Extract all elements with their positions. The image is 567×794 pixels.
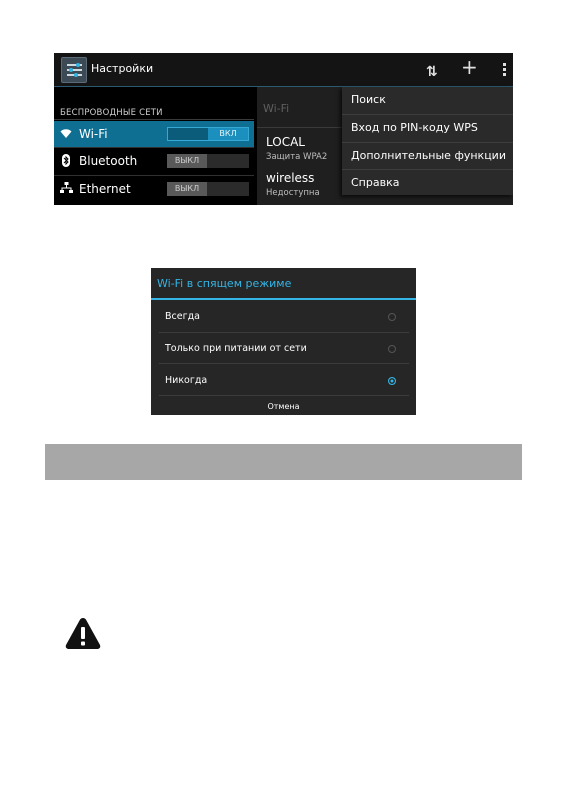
overflow-menu-icon[interactable] <box>503 63 507 78</box>
sync-icon[interactable]: ⇅ <box>426 64 438 80</box>
option-never[interactable] <box>151 364 416 396</box>
radio-button-selected[interactable] <box>388 377 396 385</box>
bluetooth-toggle[interactable] <box>167 154 249 168</box>
option-on-power[interactable] <box>151 332 416 364</box>
dialog-title: Wi-Fi в спящем режиме <box>157 277 292 290</box>
divider <box>159 395 409 396</box>
add-icon[interactable]: + <box>461 55 478 79</box>
menu-item-label: Поиск <box>351 93 386 106</box>
settings-row-wifi[interactable] <box>54 121 254 147</box>
ethernet-toggle[interactable] <box>167 182 249 196</box>
settings-row-bluetooth[interactable] <box>54 148 254 174</box>
sleep-policy-dialog <box>151 268 416 415</box>
pane-title: Wi-Fi <box>263 102 290 115</box>
menu-item-label: Дополнительные функции <box>351 149 506 162</box>
radio-button[interactable] <box>388 313 396 321</box>
network-status: Защита WPA2 <box>266 152 328 162</box>
network-status: Недоступна <box>266 188 320 198</box>
section-header: БЕСПРОВОДНЫЕ СЕТИ <box>60 108 163 118</box>
network-name[interactable]: wireless <box>266 171 315 185</box>
cancel-button[interactable]: Отмена <box>267 402 300 411</box>
ethernet-icon <box>60 182 72 196</box>
wifi-icon <box>60 127 72 141</box>
option-label: Никогда <box>165 375 208 386</box>
divider <box>54 119 254 120</box>
wifi-toggle[interactable] <box>167 127 249 141</box>
settings-list <box>54 87 254 205</box>
row-label: Ethernet <box>79 182 131 196</box>
menu-item-label: Вход по PIN-коду WPS <box>351 121 478 134</box>
toggle-state: ВЫКЛ <box>167 182 207 196</box>
action-bar <box>54 53 513 87</box>
menu-item-advanced[interactable] <box>342 143 513 170</box>
toggle-state: ВЫКЛ <box>167 154 207 168</box>
option-label: Только при питании от сети <box>165 343 307 354</box>
settings-app-icon[interactable] <box>61 57 87 83</box>
settings-row-ethernet[interactable] <box>54 176 254 202</box>
bluetooth-icon <box>60 154 72 168</box>
section-banner <box>45 444 522 480</box>
app-title: Настройки <box>91 62 154 75</box>
warning-icon <box>64 616 102 651</box>
option-always[interactable] <box>151 300 416 332</box>
row-label: Bluetooth <box>79 154 138 168</box>
network-name[interactable]: LOCAL <box>266 135 305 149</box>
overflow-menu <box>342 87 513 195</box>
menu-item-search[interactable] <box>342 87 513 114</box>
option-label: Всегда <box>165 311 200 322</box>
settings-screenshot <box>54 53 513 205</box>
row-label: Wi-Fi <box>79 127 108 141</box>
radio-button[interactable] <box>388 345 396 353</box>
menu-item-label: Справка <box>351 176 400 189</box>
menu-item-wps-pin[interactable] <box>342 115 513 142</box>
toggle-state: ВКЛ <box>208 128 248 140</box>
menu-item-help[interactable] <box>342 170 513 197</box>
